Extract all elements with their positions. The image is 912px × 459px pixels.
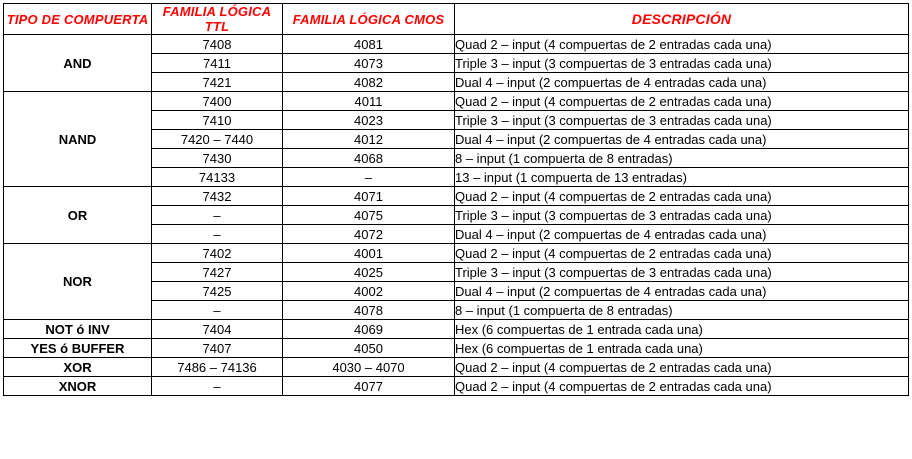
gate-type-cell: OR — [4, 187, 152, 244]
table-row — [4, 358, 909, 377]
description-cell: Triple 3 – input (3 compuertas de 3 entradas cada una) — [455, 206, 909, 225]
column-header-gate-type: TIPO DE COMPUERTA — [4, 4, 152, 35]
cmos-code-cell: 4075 — [283, 206, 455, 225]
cmos-code-cell: 4081 — [283, 35, 455, 54]
cmos-code-cell: 4050 — [283, 339, 455, 358]
ttl-code-cell: 7410 — [152, 111, 283, 130]
table-header — [4, 4, 909, 35]
cmos-code-cell: 4001 — [283, 244, 455, 263]
description-cell: Quad 2 – input (4 compuertas de 2 entradas cada una) — [455, 358, 909, 377]
table-header-row — [4, 4, 909, 35]
ttl-code-cell: – — [152, 225, 283, 244]
cmos-code-cell: 4077 — [283, 377, 455, 396]
description-cell: Dual 4 – input (2 compuertas de 4 entradas cada una) — [455, 225, 909, 244]
cmos-code-cell: 4078 — [283, 301, 455, 320]
ttl-code-cell: 7402 — [152, 244, 283, 263]
column-header-description: DESCRIPCIÓN — [455, 4, 909, 35]
table-row — [4, 92, 909, 111]
description-cell: Triple 3 – input (3 compuertas de 3 entradas cada una) — [455, 263, 909, 282]
ttl-code-cell: 7427 — [152, 263, 283, 282]
description-cell: Quad 2 – input (4 compuertas de 2 entradas cada una) — [455, 35, 909, 54]
cmos-code-cell: 4012 — [283, 130, 455, 149]
description-cell: Quad 2 – input (4 compuertas de 2 entradas cada una) — [455, 244, 909, 263]
ttl-code-cell: 7432 — [152, 187, 283, 206]
gate-type-cell: XNOR — [4, 377, 152, 396]
description-cell: 13 – input (1 compuerta de 13 entradas) — [455, 168, 909, 187]
cmos-code-cell: 4025 — [283, 263, 455, 282]
ttl-code-cell: 7421 — [152, 73, 283, 92]
table-row — [4, 320, 909, 339]
description-cell: Triple 3 – input (3 compuertas de 3 entradas cada una) — [455, 54, 909, 73]
gate-type-cell: NOR — [4, 244, 152, 320]
table-row — [4, 187, 909, 206]
description-cell: Hex (6 compuertas de 1 entrada cada una) — [455, 320, 909, 339]
cmos-code-cell: 4069 — [283, 320, 455, 339]
cmos-code-cell: 4082 — [283, 73, 455, 92]
gate-type-cell: XOR — [4, 358, 152, 377]
gate-type-cell: NOT ó INV — [4, 320, 152, 339]
column-header-cmos-family: FAMILIA LÓGICA CMOS — [283, 4, 455, 35]
ttl-code-cell: 7420 – 7440 — [152, 130, 283, 149]
ttl-code-cell: 7408 — [152, 35, 283, 54]
cmos-code-cell: – — [283, 168, 455, 187]
gate-type-cell: AND — [4, 35, 152, 92]
table-row — [4, 244, 909, 263]
cmos-code-cell: 4002 — [283, 282, 455, 301]
description-cell: Hex (6 compuertas de 1 entrada cada una) — [455, 339, 909, 358]
table-row — [4, 35, 909, 54]
ttl-code-cell: 7486 – 74136 — [152, 358, 283, 377]
ttl-code-cell: 7425 — [152, 282, 283, 301]
ttl-code-cell: 7400 — [152, 92, 283, 111]
ttl-code-cell: – — [152, 377, 283, 396]
description-cell: Quad 2 – input (4 compuertas de 2 entradas cada una) — [455, 377, 909, 396]
ttl-code-cell: – — [152, 301, 283, 320]
table-body — [4, 35, 909, 396]
description-cell: Dual 4 – input (2 compuertas de 4 entradas cada una) — [455, 73, 909, 92]
logic-gates-table — [3, 3, 909, 396]
cmos-code-cell: 4071 — [283, 187, 455, 206]
gate-type-cell: YES ó BUFFER — [4, 339, 152, 358]
ttl-code-cell: 7430 — [152, 149, 283, 168]
table-row — [4, 377, 909, 396]
table-row — [4, 339, 909, 358]
cmos-code-cell: 4011 — [283, 92, 455, 111]
cmos-code-cell: 4073 — [283, 54, 455, 73]
cmos-code-cell: 4072 — [283, 225, 455, 244]
ttl-code-cell: 7411 — [152, 54, 283, 73]
ttl-code-cell: 7407 — [152, 339, 283, 358]
description-cell: 8 – input (1 compuerta de 8 entradas) — [455, 149, 909, 168]
ttl-code-cell: 74133 — [152, 168, 283, 187]
description-cell: Dual 4 – input (2 compuertas de 4 entradas cada una) — [455, 130, 909, 149]
cmos-code-cell: 4030 – 4070 — [283, 358, 455, 377]
description-cell: 8 – input (1 compuerta de 8 entradas) — [455, 301, 909, 320]
description-cell: Quad 2 – input (4 compuertas de 2 entradas cada una) — [455, 92, 909, 111]
description-cell: Quad 2 – input (4 compuertas de 2 entradas cada una) — [455, 187, 909, 206]
column-header-ttl-family: FAMILIA LÓGICA TTL — [152, 4, 283, 35]
ttl-code-cell: 7404 — [152, 320, 283, 339]
description-cell: Triple 3 – input (3 compuertas de 3 entradas cada una) — [455, 111, 909, 130]
cmos-code-cell: 4068 — [283, 149, 455, 168]
description-cell: Dual 4 – input (2 compuertas de 4 entradas cada una) — [455, 282, 909, 301]
cmos-code-cell: 4023 — [283, 111, 455, 130]
ttl-code-cell: – — [152, 206, 283, 225]
gate-type-cell: NAND — [4, 92, 152, 187]
